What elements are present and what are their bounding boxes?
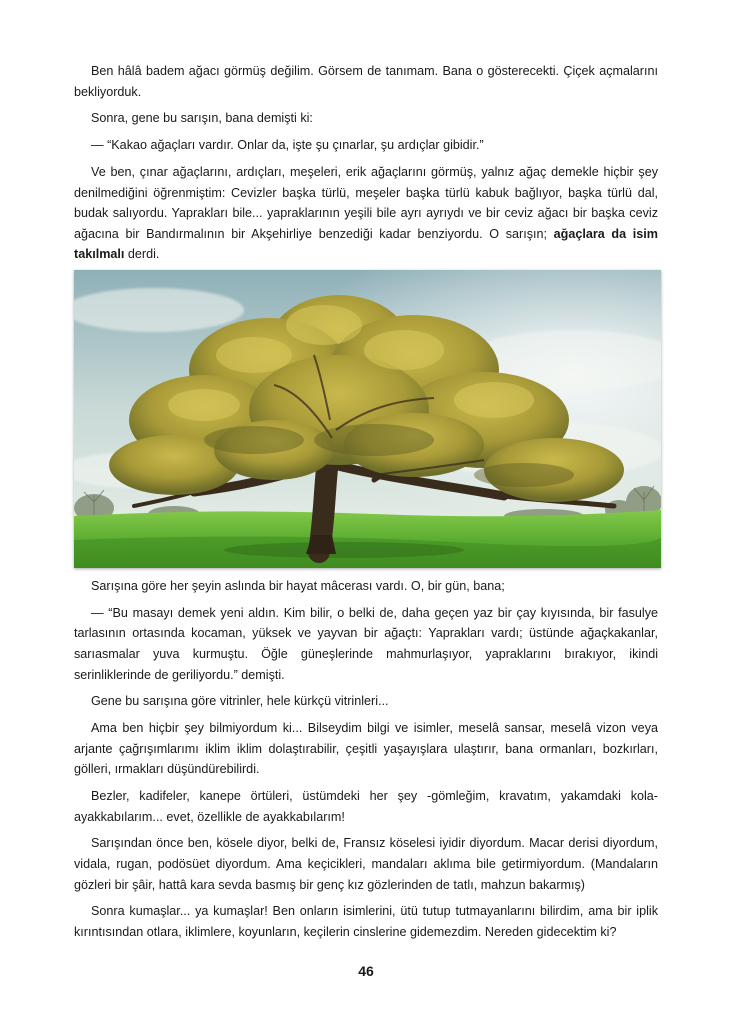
paragraph: Sarışına göre her şeyin aslında bir hayat mâcerası vardı. O, bir gün, bana;	[91, 579, 505, 593]
paragraph: Ben hâlâ badem ağacı görmüş değilim. Görsem de tanımam. Bana o gösterecekti. Çiçek açmalarını bekliyorduk.	[74, 64, 658, 99]
paragraph: Sonra, gene bu sarışın, bana demişti ki:	[91, 111, 313, 126]
paragraph-text-end: derdi.	[124, 247, 160, 262]
paragraph: — “Bu masayı demek yeni aldın. Kim bilir, o belki de, daha geçen yaz bir çay kıyısında, bir fasulye tarlasının ortasında kocaman, yüksek ve yayvan bir ağaçtı: Yaprakları vardı; üstünde ağaçkakanlar, sarıasmalar yuva kurmuştu. Öğle güneşlerinde mahmurlaşıyor, yapraklarını bırakıyor, ikindi serinliklerinde de geriliyordu.” demişti.	[74, 605, 658, 682]
paragraph: Ama ben hiçbir şey bilmiyordum ki... Bilseydim bilgi ve isimler, meselâ sansar, meselâ vizon veya arjante çağrışımlarımı iklim iklim dolaştırabilir, çeşitli yaşayışlara ulaştırır, bana ormanları, bozkırları, gölleri, ırmakları düşündürebilirdi.	[74, 721, 658, 777]
paragraph-with-emphasis	[74, 162, 658, 265]
text-block-bottom	[74, 576, 658, 949]
paragraph-text: Ve ben, çınar ağaçlarını, ardıçları, meşeleri, erik ağaçlarını görmüş, yalnız ağaç demekle hiçbir şey denilmediğini öğrenmiştim: Cevizler başka türlü, meşeler başka türlü kabuk bağlıyor, başka türlü dal, budak salıyordu. Yaprakları bile... yapraklarının yeşili bile ayrı ayrıydı ve bir ceviz ağacı bir başka ceviz ağacına bir Bandırmalının bir Akşehirliye benzediği kadar benziyordu. O sarışın;	[74, 164, 658, 241]
paragraph: — “Kakao ağaçları vardır. Onlar da, işte şu çınarlar, şu ardıçlar gibidir.”	[91, 138, 484, 153]
paragraph: Bezler, kadifeler, kanepe örtüleri, üstümdeki her şey -gömleğim, kravatım, yakamdaki kola-ayakkabılarım... evet, özellikle de ayakkabılarım!	[74, 789, 658, 824]
paragraph: Gene bu sarışına göre vitrinler, hele kürkçü vitrinleri...	[91, 694, 389, 709]
page-number: 46	[358, 963, 374, 979]
paragraph: Sonra kumaşlar... ya kumaşlar! Ben onların isimlerini, ütü tutup tutmayanlarını bilirdim, ama bir iplik kırıntısından otlara, iklimlere, koyunların, keçilerin cinslerine gidemezdim. Nereden gidecektim ki?	[74, 904, 658, 940]
paragraph: Sarışından önce ben, kösele diyor, belki de, Fransız köselesi iyidir diyordum. Macar derisi diyordum, vidala, rugan, podösüet diyordum. Ama keçicikleri, mandaları aklıma bile getirmiyordum. (Mandaların gözleri bir şâir, hattâ kara sevda basmış bir genç kız gözlerinden de tatlı, mahzun bakarmış)	[74, 836, 658, 892]
oak-tree-photo	[74, 270, 661, 568]
text-block-top	[74, 61, 658, 265]
emphasis-text: ağaçlara da isim takılmalı	[74, 226, 658, 262]
